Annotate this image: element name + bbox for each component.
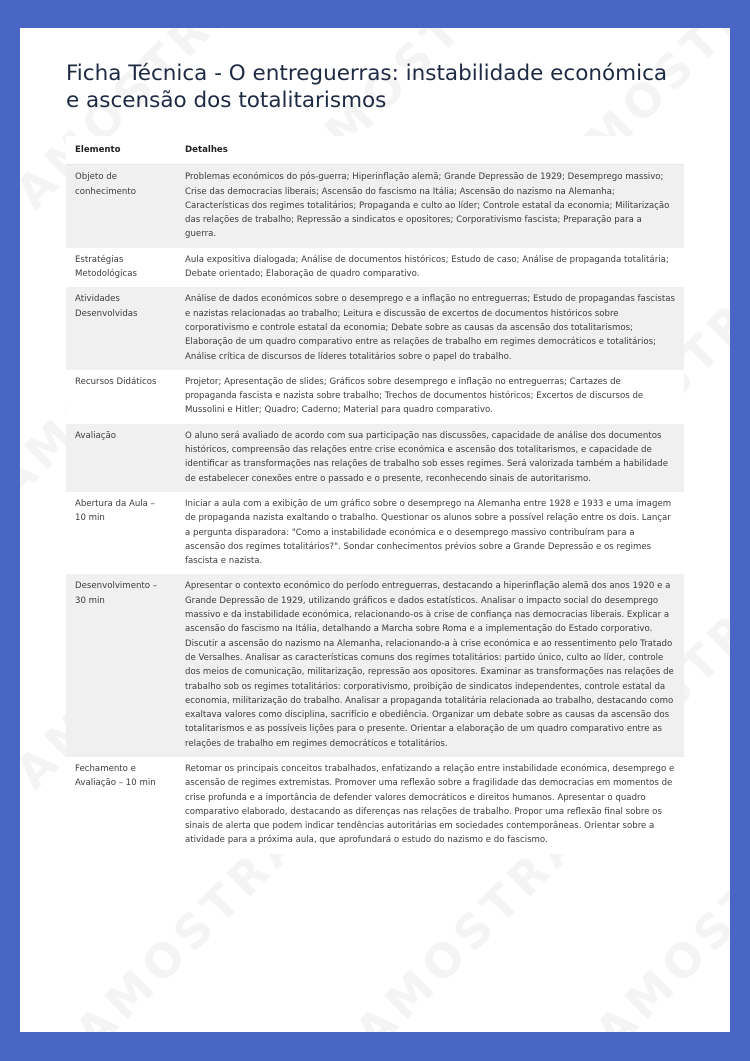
details-cell: Apresentar o contexto económico do período entreguerras, destacando a hiperinflação alemã dos anos 1920 e a Grande Depressão de 1929, utilizando gráficos e dados estatísticos. Analisar o impacto social do desemprego massivo e da instabilidade económica, relacionando-os à crise de confiança nas democracias liberais. Explicar a ascensão do fascismo na Itália, detalhando a Marcha sobre Roma e a implementação do Estado corporativo. Discutir a ascensão do nazismo na Alemanha, relacionando-a à crise económica e ao ressentimento pelo Tratado de Versalhes. Analisar as características comuns dos regimes totalitários: partido único, culto ao líder, controle dos meios de comunicação, militarização, repressão aos opositores. Examinar as transformações nas relações de trabalho sob os regimes totalitários: corporativismo, proibição de sindicatos independentes, controle estatal da economia, militarização do trabalho. Analisar a propaganda totalitária relacionada ao trabalho, destacando como exaltava valores como disciplina, sacrifício e obediência. Organizar um debate sobre as causas da ascensão dos totalitarismos e as possíveis lições para o presente. Orientar a elaboração de um quadro comparativo entre as relações de trabalho em regimes democráticos e totalitários. — [176, 574, 684, 757]
table-row — [66, 492, 684, 574]
element-cell: Recursos Didáticos — [66, 370, 176, 424]
table-row — [66, 424, 684, 492]
lesson-plan-table — [66, 136, 684, 854]
details-cell: Iniciar a aula com a exibição de um gráfico sobre o desemprego na Alemanha entre 1928 e 1933 e uma imagem de propaganda nazista exaltando o trabalho. Questionar os alunos sobre a possível relação entre os dois. Lançar a pergunta disparadora: "Como a instabilidade económica e o desemprego massivo contribuíram para a ascensão dos regimes totalitários?". Sondar conhecimentos prévios sobre a Grande Depressão e os regimes fascista e nazista. — [176, 492, 684, 574]
element-cell: Desenvolvimento – 30 min — [66, 574, 176, 757]
element-cell: Fechamento e Avaliação – 10 min — [66, 757, 176, 854]
element-cell: Objeto de conhecimento — [66, 165, 176, 248]
details-cell: O aluno será avaliado de acordo com sua participação nas discussões, capacidade de análise dos documentos históricos, compreensão das relações entre crise económica e ascensão dos totalitarismos, e capacidade de identificar as transformações nas relações de trabalho sob esses regimes. Será valorizada também a habilidade de estabelecer conexões entre o passado e o presente, reconhecendo sinais de autoritarismo. — [176, 424, 684, 492]
element-cell: Estratégias Metodológicas — [66, 248, 176, 288]
table-row — [66, 574, 684, 757]
table-row — [66, 287, 684, 369]
table-row — [66, 248, 684, 288]
details-cell: Projetor; Apresentação de slides; Gráficos sobre desemprego e inflação no entreguerras; Cartazes de propaganda fascista e nazista sobre trabalho; Trechos de documentos históricos; Excertos de discursos de Mussolini e Hitler; Quadro; Caderno; Material para quadro comparativo. — [176, 370, 684, 424]
table-row — [66, 165, 684, 248]
column-header-element: Elemento — [66, 136, 176, 165]
table-row — [66, 370, 684, 424]
column-header-details: Detalhes — [176, 136, 684, 165]
details-cell: Problemas económicos do pós-guerra; Hiperinflação alemã; Grande Depressão de 1929; Desemprego massivo; Crise das democracias liberais; Ascensão do fascismo na Itália; Ascensão do nazismo na Alemanha; Características dos regimes totalitários; Propaganda e culto ao líder; Controle estatal da economia; Militarização das relações de trabalho; Repressão a sindicatos e opositores; Corporativismo fascista; Preparação para a guerra. — [176, 165, 684, 248]
details-cell: Retomar os principais conceitos trabalhados, enfatizando a relação entre instabilidade económica, desemprego e ascensão de regimes extremistas. Promover uma reflexão sobre a fragilidade das democracias em momentos de crise profunda e a importância de defender valores democráticos e direitos humanos. Apresentar o quadro comparativo elaborado, destacando as diferenças nas relações de trabalho. Propor uma reflexão final sobre os sinais de alerta que podem indicar tendências autoritárias em sociedades contemporâneas. Orientar sobre a atividade para a próxima aula, que aprofundará o estudo do nazismo e do fascismo. — [176, 757, 684, 854]
element-cell: Atividades Desenvolvidas — [66, 287, 176, 369]
details-cell: Análise de dados económicos sobre o desemprego e a inflação no entreguerras; Estudo de propagandas fascistas e nazistas relacionadas ao trabalho; Leitura e discussão de excertos de documentos históricos sobre corporativismo e controle estatal da economia; Debate sobre as causas da ascensão dos totalitarismos; Elaboração de um quadro comparativo entre as relações de trabalho em regimes democráticos e totalitários; Análise crítica de discursos de líderes totalitários sobre o papel do trabalho. — [176, 287, 684, 369]
table-row — [66, 757, 684, 854]
details-cell: Aula expositiva dialogada; Análise de documentos históricos; Estudo de caso; Análise de propaganda totalitária; Debate orientado; Elaboração de quadro comparativo. — [176, 248, 684, 288]
element-cell: Avaliação — [66, 424, 176, 492]
document-page — [20, 28, 730, 1032]
element-cell: Abertura da Aula – 10 min — [66, 492, 176, 574]
table-header-row — [66, 136, 684, 165]
page-title: Ficha Técnica - O entreguerras: instabilidade económica e ascensão dos totalitarismos — [66, 61, 668, 113]
